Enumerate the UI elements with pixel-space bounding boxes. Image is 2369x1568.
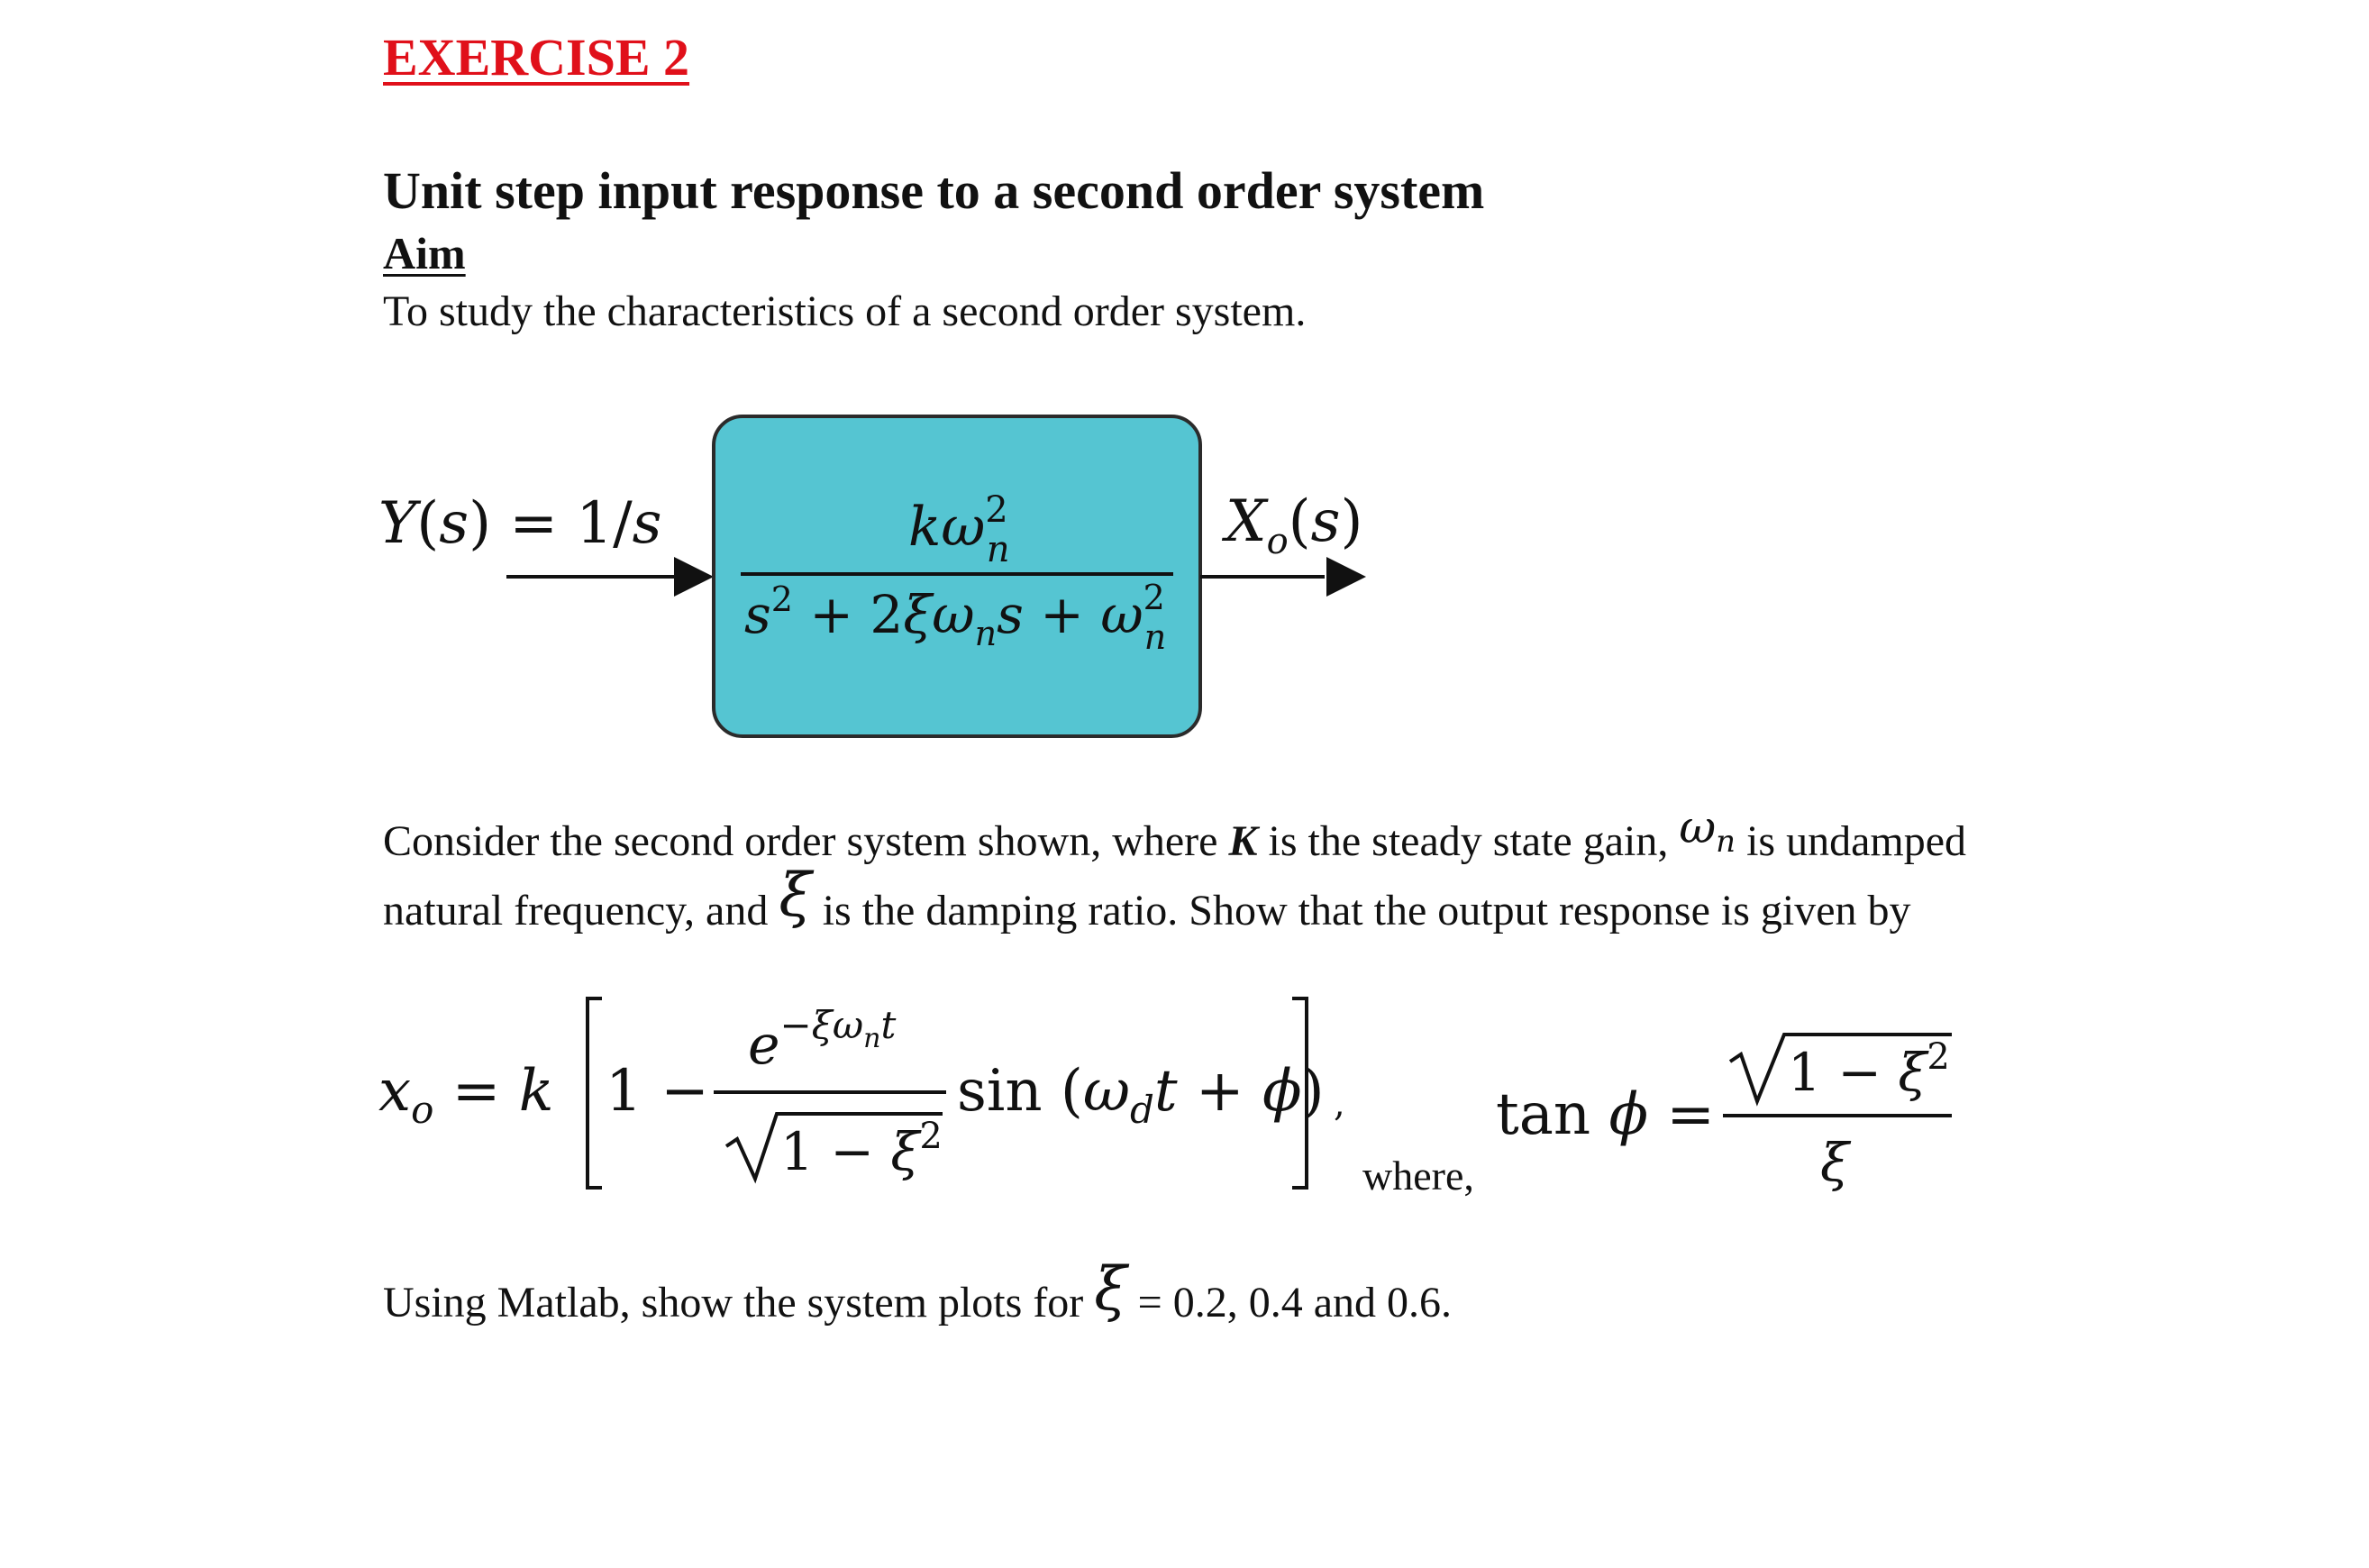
- description-text: is undamped: [1736, 817, 1967, 865]
- where-label: where,: [1362, 1153, 1474, 1199]
- exercise-label: EXERCISE 2: [383, 28, 690, 87]
- task-text: Using Matlab, show the system plots for: [383, 1279, 1095, 1326]
- tf-numerator: $k\omega^2$ n: [908, 489, 1010, 570]
- description-text: natural frequency, and: [383, 887, 779, 934]
- aim-text: To study the characteristics of a second order system.: [383, 287, 1307, 335]
- eq-sine-term: $\sin (\omega_dt + \phi)$: [957, 1058, 1325, 1132]
- description-text: is the damping ratio. Show that the output response is given by: [811, 887, 1911, 934]
- gain-symbol: K: [1228, 817, 1258, 865]
- description-line-1: [383, 801, 1967, 872]
- eq-comma: ,: [1334, 1083, 1345, 1125]
- eq-exp-numerator: e−ξωnt: [748, 1003, 897, 1077]
- omega-symbol: $\omega_n$: [1679, 801, 1736, 860]
- output-arrowhead: [1326, 557, 1366, 597]
- transfer-function-block: [714, 416, 1200, 736]
- left-bracket: [588, 998, 602, 1188]
- input-label: Y(s) = 1/s: [378, 490, 662, 557]
- tan-denominator: ξ: [1820, 1132, 1849, 1193]
- eq-one-minus: 1 −: [606, 1058, 709, 1125]
- input-arrowhead: [674, 557, 714, 597]
- xi-symbol: ξ: [1094, 1254, 1127, 1324]
- output-label: $X_o(s)$: [1226, 488, 1363, 562]
- tan-sqrt-content: $1 - \xi^2$: [1788, 1036, 1950, 1103]
- description-text: is the steady state gain,: [1257, 817, 1680, 865]
- page-title: Unit step input response to a second order system: [383, 161, 1485, 220]
- eq-tan-lhs: tan ϕ =: [1496, 1081, 1716, 1148]
- aim-heading: Aim: [383, 228, 466, 278]
- description-text: Consider the second order system shown, where: [383, 817, 1229, 865]
- xi-symbol: ξ: [779, 861, 812, 930]
- eq-lhs: $x_o = k$: [378, 1058, 554, 1132]
- eq-sqrt-content: $1 - \xi^2$: [780, 1116, 943, 1182]
- task-line: [383, 1254, 1453, 1327]
- tf-denominator: $s^2 + 2\xi\omega_ns + \omega^2$ n: [744, 578, 1167, 657]
- description-line-2: [383, 861, 1911, 935]
- task-text: = 0.2, 0.4 and 0.6.: [1126, 1279, 1453, 1326]
